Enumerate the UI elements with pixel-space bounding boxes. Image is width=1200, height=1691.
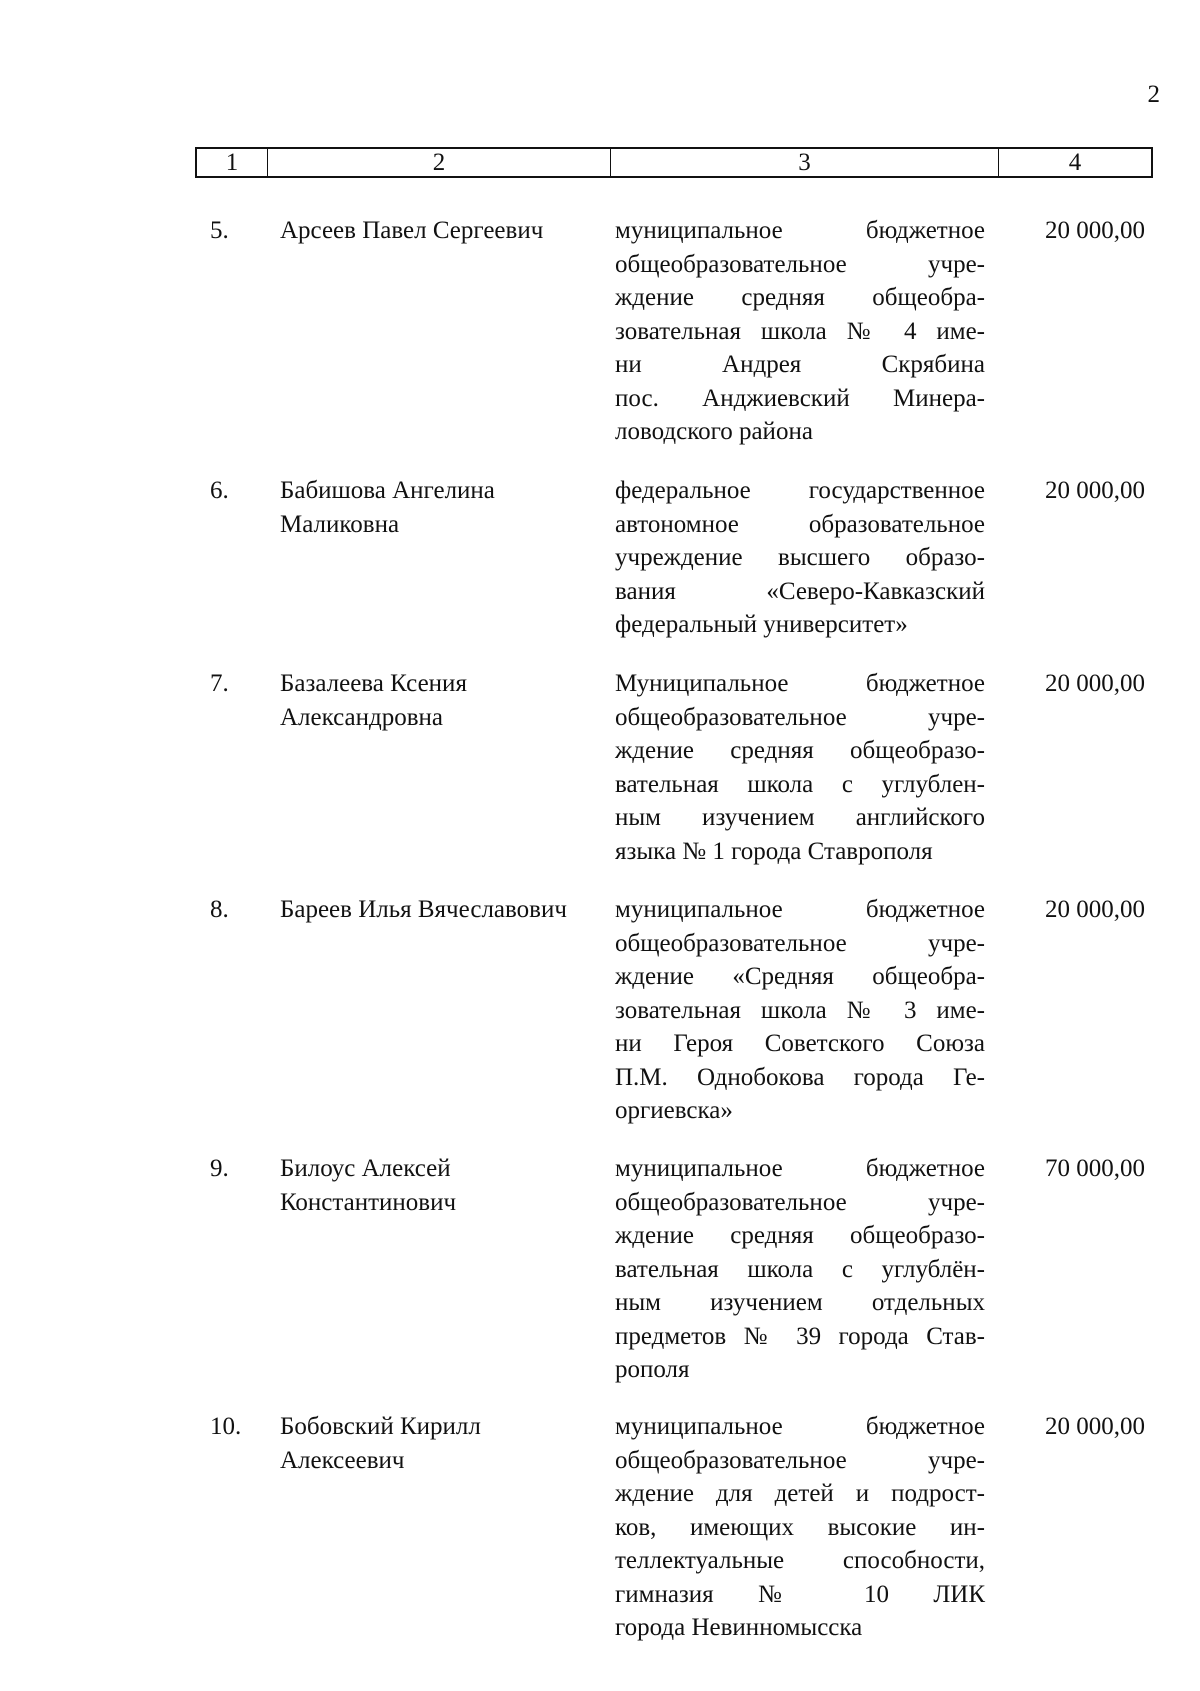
row-number: 5.: [210, 217, 229, 244]
institution-line: ным изучением английского: [615, 804, 985, 831]
institution-line: муниципальное бюджетное: [615, 217, 985, 244]
institution-line: языка № 1 города Ставрополя: [615, 837, 933, 865]
header-cell-2: 2: [268, 149, 611, 176]
row-number: 6.: [210, 477, 229, 504]
recipient-name: Бабишова Ангелина Маликовна: [280, 477, 495, 538]
table-header: [195, 147, 1153, 178]
institution-line: ждение «Средняя общеобра-: [615, 963, 985, 990]
institution-line: ждение средняя общеобра-: [615, 284, 985, 311]
institution-line: ни Героя Советского Союза: [615, 1030, 985, 1057]
recipient-name: Бобовский Кирилл Алексеевич: [280, 1413, 481, 1474]
row-number: 8.: [210, 896, 229, 923]
institution-line: зовательная школа № 4 име-: [615, 317, 985, 345]
institution-line: ждение средняя общеобразо-: [615, 737, 985, 764]
institution: [615, 214, 985, 449]
institution-line: федеральное государственное: [615, 477, 985, 504]
institution-line: учреждение высшего образо-: [615, 544, 985, 571]
row-number: 9.: [210, 1155, 229, 1182]
institution-line: общеобразовательное учре-: [615, 703, 985, 731]
institution-line: федеральный университет»: [615, 611, 908, 638]
recipient-name: Арсеев Павел Сергеевич: [280, 217, 544, 244]
institution-line: муниципальное бюджетное: [615, 1413, 985, 1440]
institution-line: ни Андрея Скрябина: [615, 351, 985, 378]
institution: [615, 667, 985, 868]
amount: 20 000,00: [1045, 670, 1145, 697]
amount: 20 000,00: [1045, 477, 1145, 504]
recipient-name: Бареев Илья Вячеславович: [280, 896, 567, 923]
institution-line: муниципальное бюджетное: [615, 1155, 985, 1182]
institution-line: вания «Северо-Кавказский: [615, 577, 985, 605]
institution: [615, 474, 985, 642]
institution-line: общеобразовательное учре-: [615, 929, 985, 957]
institution: [615, 893, 985, 1128]
institution-line: вательная школа с углублен-: [615, 770, 985, 798]
institution-line: города Невинномысска: [615, 1614, 863, 1641]
institution-line: Муниципальное бюджетное: [615, 670, 985, 697]
institution-line: ловодского района: [615, 418, 813, 445]
recipient-name: Билоус Алексей Константинович: [280, 1155, 457, 1216]
institution: [615, 1410, 985, 1645]
row-number: 10.: [210, 1413, 242, 1440]
institution-line: общеобразовательное учре-: [615, 250, 985, 278]
institution-line: П.М. Однобокова города Ге-: [615, 1063, 985, 1091]
institution-line: ждение средняя общеобразо-: [615, 1222, 985, 1249]
institution-line: ждение для детей и подрост-: [615, 1480, 985, 1507]
header-cell-1: 1: [197, 149, 268, 176]
institution-line: вательная школа с углублён-: [615, 1255, 985, 1283]
institution-line: общеобразовательное учре-: [615, 1188, 985, 1216]
institution-line: зовательная школа № 3 име-: [615, 996, 985, 1024]
page-number: 2: [1147, 81, 1160, 108]
recipient-name: Базалеева Ксения Александровна: [280, 670, 467, 731]
amount: 20 000,00: [1045, 217, 1145, 244]
institution-line: пос. Анджиевский Минера-: [615, 384, 985, 412]
amount: 20 000,00: [1045, 896, 1145, 923]
amount: 20 000,00: [1045, 1413, 1145, 1440]
row-number: 7.: [210, 670, 229, 697]
institution-line: рополя: [615, 1356, 690, 1383]
institution-line: ков, имеющих высокие ин-: [615, 1513, 985, 1541]
header-cell-4: 4: [1068, 149, 1082, 176]
institution-line: предметов № 39 города Став-: [615, 1322, 985, 1350]
amount: 70 000,00: [1045, 1155, 1145, 1182]
institution-line: муниципальное бюджетное: [615, 896, 985, 923]
institution-line: гимназия № 10 ЛИК: [615, 1580, 985, 1608]
header-cell-3: 3: [611, 149, 999, 176]
institution-line: ным изучением отдельных: [615, 1289, 985, 1316]
institution-line: общеобразовательное учре-: [615, 1446, 985, 1474]
institution-line: теллектуальные способности,: [615, 1547, 985, 1574]
institution-line: автономное образовательное: [615, 510, 985, 538]
institution: [615, 1152, 985, 1387]
institution-line: оргиевска»: [615, 1097, 733, 1124]
